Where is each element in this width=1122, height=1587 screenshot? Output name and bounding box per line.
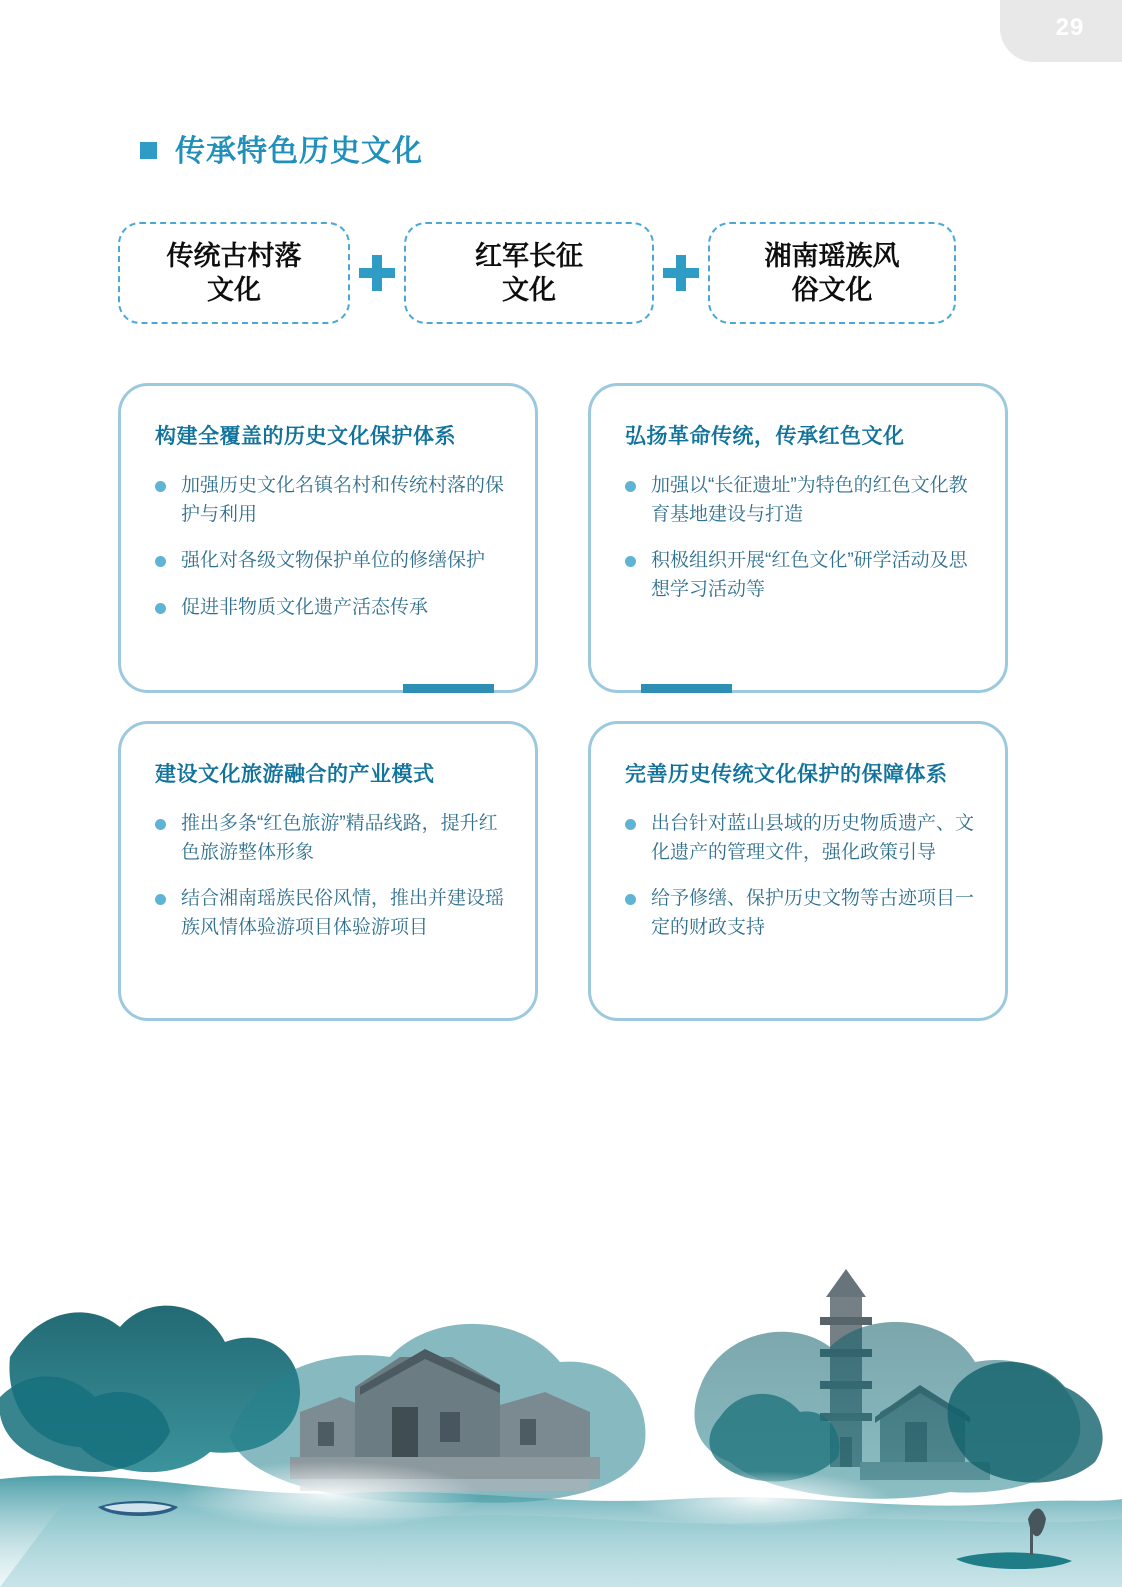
card-title: 弘扬革命传统，传承红色文化	[625, 425, 905, 448]
culture-pill-label: 传统古村落 文化	[166, 240, 302, 305]
culture-pill-traditional-village	[118, 222, 350, 324]
card-title: 建设文化旅游融合的产业模式	[155, 763, 435, 786]
card-bullet-list	[151, 810, 505, 942]
page-number: 29	[1055, 14, 1085, 41]
card-bullet-list	[151, 472, 505, 622]
card-accent-bar	[641, 684, 732, 693]
section-heading	[140, 126, 423, 170]
list-item: 加强历史文化名镇名村和传统村落的保护与利用	[151, 472, 505, 529]
plus-icon	[654, 253, 708, 293]
card-heritage-protection-system	[118, 383, 538, 693]
card-bullet-list	[621, 472, 975, 604]
culture-pill-red-army-long-march	[404, 222, 654, 324]
list-item: 推出多条“红色旅游”精品线路，提升红色旅游整体形象	[151, 810, 505, 867]
plus-icon	[350, 253, 404, 293]
card-title: 构建全覆盖的历史文化保护体系	[155, 425, 456, 448]
card-bullet-list	[621, 810, 975, 942]
card-safeguard-system	[588, 721, 1008, 1021]
culture-pill-label: 湘南瑶族风 俗文化	[764, 240, 900, 305]
card-culture-tourism-industry	[118, 721, 538, 1021]
card-title: 完善历史传统文化保护的保障体系	[625, 763, 948, 786]
page-number-badge	[1000, 0, 1122, 62]
list-item: 促进非物质文化遗产活态传承	[151, 594, 505, 623]
list-item: 结合湘南瑶族民俗风情，推出并建设瑶族风情体验游项目体验游项目	[151, 885, 505, 942]
card-accent-bar	[403, 684, 494, 693]
list-item: 出台针对蓝山县域的历史物质遗产、文化遗产的管理文件，强化政策引导	[621, 810, 975, 867]
culture-pill-row	[118, 222, 1008, 324]
card-revolutionary-tradition	[588, 383, 1008, 693]
list-item: 给予修缮、保护历史文物等古迹项目一定的财政支持	[621, 885, 975, 942]
list-item: 积极组织开展“红色文化”研学活动及思想学习活动等	[621, 547, 975, 604]
list-item: 强化对各级文物保护单位的修缮保护	[151, 547, 505, 576]
culture-pill-yao-custom	[708, 222, 956, 324]
card-row-1	[118, 383, 1008, 693]
card-row-2	[118, 721, 1008, 1021]
measures-card-grid	[118, 383, 1008, 1021]
page-title: 传承特色历史文化	[175, 135, 423, 168]
list-item: 加强以“长征遗址”为特色的红色文化教育基地建设与打造	[621, 472, 975, 529]
square-bullet-icon	[140, 142, 157, 159]
watercolor-village-landscape	[0, 1207, 1122, 1587]
culture-pill-label: 红军长征 文化	[475, 240, 583, 305]
